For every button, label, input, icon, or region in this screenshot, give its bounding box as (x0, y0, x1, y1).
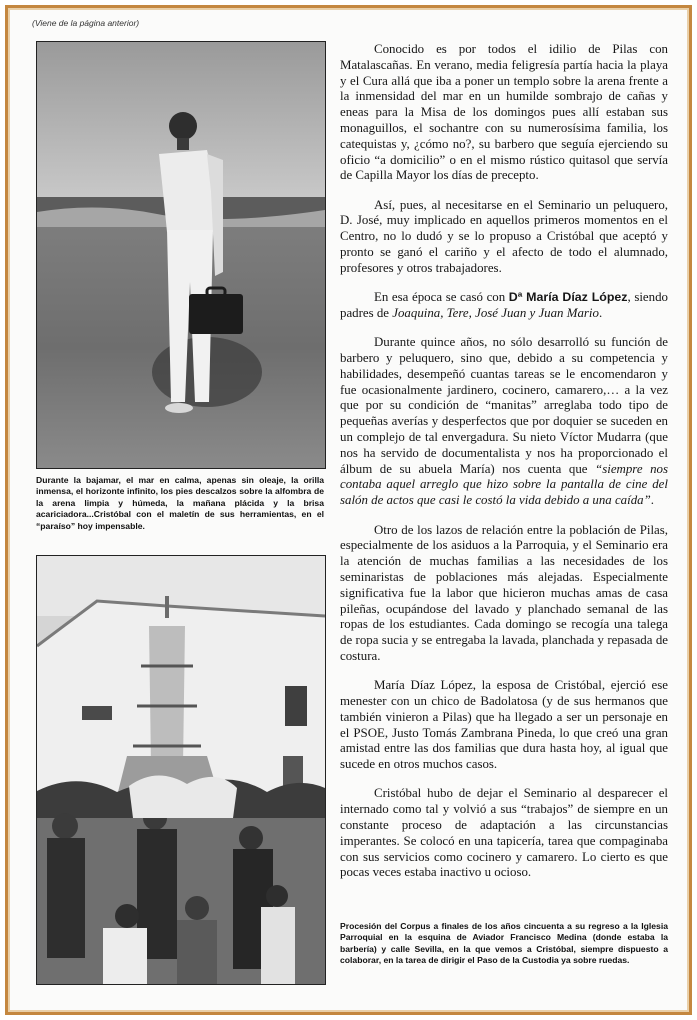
article-paragraph-7: Cristóbal hubo de dejar el Seminario al desparecer el internado como tal y volvió a sus “trabajos” de siempre en un constante proceso de adaptación a las circunstancias imperantes. Se colocó en una tapicería, tarea que compaginaba con sus servicios como cocinero y camarero. Lo cierto es que pocas veces estaba inactivo u ocioso. (340, 786, 668, 880)
article-paragraph-4 (340, 335, 668, 509)
p3-mid: , siendo padres de (340, 290, 668, 320)
beach-photo (36, 41, 326, 469)
beach-photo-caption: Durante la bajamar, el mar en calma, apenas sin oleaje, la orilla inmensa, el horizonte infinito, los pies descalzos sobre la alfombra de la arena limpia y húmeda, la mañana plácida y la brisa acariciadora...Cristóbal con el maletín de sus herramientas, en el “paraíso” hoy impensable. (36, 475, 324, 531)
article-paragraph-5: Otro de los lazos de relación entre la población de Pilas, especialmente de los asiduos a la Parroquia, y el Seminario era la atención de muchas familias a las necesidades de los seminaristas de poblaciones más alejadas. Especialmente significativa fue la labor que hicieron muchas amas de casa pileñas, ocupándose del lavado y planchado semanal de las ropas de los estudiantes. Cada domingo se recogía una talega de ropa sucia y se entregaba la lavada, planchada y repasada de costura. (340, 522, 668, 663)
grandson-quote: “siempre nos contaba aquel arreglo que hizo sobre la pantalla de cine del salón de actos que casi le costó la vida debido a una caída” (340, 461, 668, 508)
article-paragraph-3 (340, 290, 668, 322)
wife-name: Dª María Díaz López (508, 290, 628, 305)
procession-photo-caption: Procesión del Corpus a finales de los años cincuenta a su regreso a la Iglesia Parroquial en la esquina de Aviador Francisco Medina (donde estaba la barbería) y calle Sevilla, en la que vemos a Cristóbal, siempre dispuesto a colaborar, en la tarea de dirigir el Paso de la Custodia ya sobre ruedas. (340, 921, 668, 966)
article-body (340, 42, 668, 895)
p4-text: Durante quince años, no sólo desarrolló su función de barbero y peluquero, sino que, debido a su competencia y habilidades, desempeñó cuantas tareas se le encomendaron y fue ocasionalmente jardinero, cocinero, camarero,… a la vez que por su condición de “manitas” arreglaba todo tipo de pequeñas averías y desperfectos que por doquier se suceden en un complejo de tal envergadura. Su nieto Víctor Mudarra (que nos ha servido de documentalista y nos ha proporcionado el álbum de su abuela María) nos cuenta que (340, 335, 668, 476)
procession-photo-image (37, 556, 325, 984)
article-paragraph-2: Así, pues, al necesitarse en el Seminario un peluquero, D. José, muy implicado en aquellos primeros momentos en el Centro, no lo dudó y se lo propuso a Cristóbal que aceptó y pronto se ganó el cariño y el afecto de todo el alumnado, profesores y otros trabajadores. (340, 197, 668, 275)
p3-intro: En esa época se casó con (374, 290, 509, 305)
children-names: Joaquina, Tere, José Juan y Juan Mario (392, 305, 599, 320)
p4-end: . (650, 493, 655, 508)
p3-end: . (598, 305, 603, 320)
beach-photo-image (37, 42, 325, 468)
article-paragraph-1: Conocido es por todos el idilio de Pilas con Matalascañas. En verano, media feligresía partía hacia la playa y el Cura allá que iba a poner un templo sobre la arena frente a la inmensidad del mar en un humilde sombrajo de cañas y eneas para la Misa de los domingos pues allí estaban sus monaguillos, el sochantre con su numerosísima familia, los catequistas y, ¿cómo no?, su barbero que seguía ejerciendo su oficio “a domicilio” o en el mismo rústico quitasol que servía de Capilla Mayor los días de precepto. (340, 42, 668, 183)
procession-photo (36, 555, 326, 985)
article-paragraph-6: María Díaz López, la esposa de Cristóbal, ejerció ese menester con un chico de Badolatosa (y de sus hermanos que también vinieron a Pilas) que ha llegado a ser un personaje en el PSOE, Justo Tomás Zambrana Pineda, lo que creó una gran amistad entre las dos familias que dura hasta hoy, al igual que sucede en otros muchos casos. (340, 678, 668, 772)
continued-note: (Viene de la página anterior) (32, 18, 140, 28)
